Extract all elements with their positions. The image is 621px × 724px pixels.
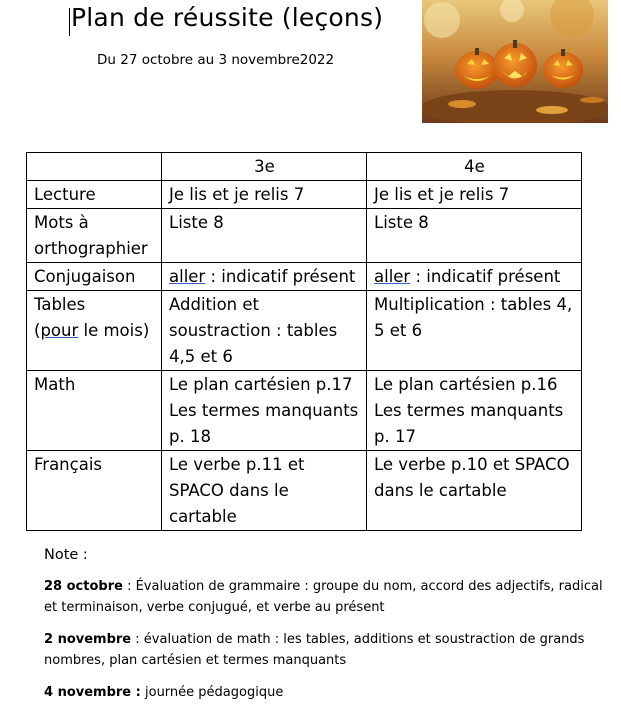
table-header-cell: 4e <box>367 153 582 181</box>
subject-underlined: pour <box>40 321 79 340</box>
page-title: Plan de réussite (leçons) <box>71 3 384 32</box>
note-item <box>44 682 604 703</box>
note-sep: : <box>122 579 136 594</box>
table-row <box>27 451 582 531</box>
lessons-table <box>26 152 582 531</box>
subject-cell <box>27 291 162 371</box>
subject-cell: Conjugaison <box>27 263 162 291</box>
conjugation-text: : indicatif présent <box>410 267 561 286</box>
lesson-line: Les termes manquants p. 17 <box>374 401 564 446</box>
note-sep: : <box>131 632 144 647</box>
subject-cell: Français <box>27 451 162 531</box>
table-row <box>27 263 582 291</box>
table-row <box>27 291 582 371</box>
grade3-cell: Le verbe p.11 et SPACO dans le cartable <box>162 451 367 531</box>
subject-text: le mois) <box>78 321 150 340</box>
pumpkin-image-icon <box>422 0 608 123</box>
verb-underlined: aller <box>374 267 411 286</box>
note-date: 28 octobre <box>44 579 123 594</box>
verb-underlined: aller <box>169 267 206 286</box>
grade4-cell: Le verbe p.10 et SPACO dans le cartable <box>367 451 582 531</box>
grade3-cell: Addition et soustraction : tables 4,5 et 6 <box>162 291 367 371</box>
text-cursor <box>69 8 70 36</box>
table-row <box>27 181 582 209</box>
note-item <box>44 629 604 671</box>
lesson-line: Le plan cartésien p.16 <box>374 375 558 394</box>
conjugation-text: : indicatif présent <box>205 267 356 286</box>
date-range: Du 27 octobre au 3 novembre2022 <box>97 52 335 68</box>
notes-section <box>44 547 604 714</box>
table-row <box>27 209 582 263</box>
table-header-cell: 3e <box>162 153 367 181</box>
note-item <box>44 576 604 618</box>
grade4-cell: Je lis et je relis 7 <box>367 181 582 209</box>
table-row <box>27 371 582 451</box>
grade4-cell <box>367 263 582 291</box>
subject-text: Tables <box>34 295 86 314</box>
subject-cell: Math <box>27 371 162 451</box>
grade4-cell: Multiplication : tables 4, 5 et 6 <box>367 291 582 371</box>
table-header-row <box>27 153 582 181</box>
lesson-line: Le plan cartésien p.17 <box>169 375 353 394</box>
grade4-cell <box>367 371 582 451</box>
lesson-line: Les termes manquants p. 18 <box>169 401 359 446</box>
note-text: Évaluation de grammaire : groupe du nom, accord des adjectifs, radical et terminaison, verbe conjugué, et verbe au présent <box>44 579 603 615</box>
subject-cell: Mots à orthographier <box>27 209 162 263</box>
grade3-cell: Liste 8 <box>162 209 367 263</box>
note-date: 4 novembre : <box>44 685 141 700</box>
pumpkin-photo <box>422 0 608 123</box>
grade4-cell: Liste 8 <box>367 209 582 263</box>
note-text: évaluation de math : les tables, additions et soustraction de grands nombres, plan cartésien et termes manquants <box>44 632 585 668</box>
note-date: 2 novembre <box>44 632 132 647</box>
grade3-cell <box>162 371 367 451</box>
notes-title: Note : <box>44 547 88 563</box>
grade3-cell <box>162 263 367 291</box>
note-text: journée pédagogique <box>145 685 284 700</box>
subject-paren: ( <box>34 321 41 340</box>
grade3-cell: Je lis et je relis 7 <box>162 181 367 209</box>
table-header-cell <box>27 153 162 181</box>
subject-cell: Lecture <box>27 181 162 209</box>
